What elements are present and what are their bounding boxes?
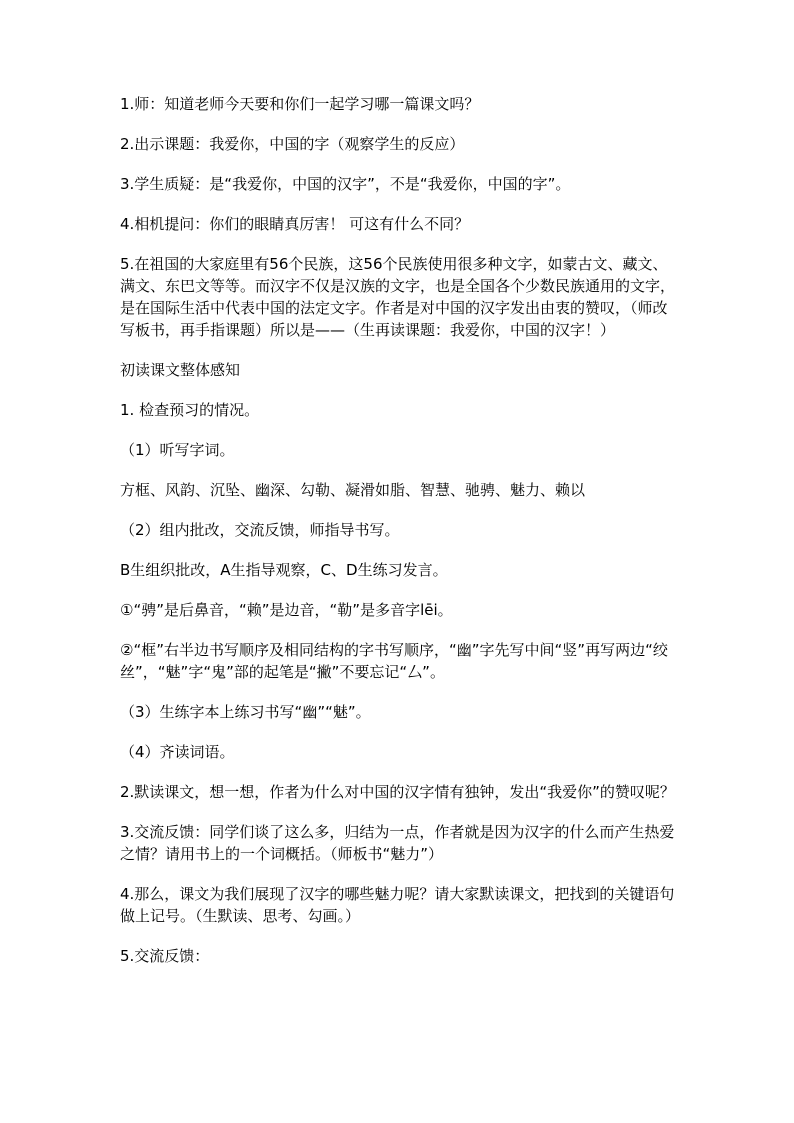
paragraph-5: 5.在祖国的大家庭里有56个民族，这56个民族使用很多种文字，如蒙古文、藏文、满文、东巴文等等。而汉字不仅是汉族的文字，也是全国各个少数民族通用的文字，是在国际生活中代表中国的法定文字。作者是对中国的汉字发出由衷的赞叹，（师改写板书，再手指课题）所以是——（生再读课题：我爱你，中国的汉字！） xyxy=(120,255,676,339)
paragraph-roles: B生组织批改，A生指导观察，C、D生练习发言。 xyxy=(120,561,448,579)
paragraph-dictation: （1）听写字词。 xyxy=(120,441,235,459)
paragraph-stroke-order: ②“框”右半边书写顺序及相同结构的字书写顺序，“幽”字先写中间“竖”再写两边“绞丝”，“魅”字“鬼”部的起笔是“撇”不要忘记“厶”。 xyxy=(120,641,668,681)
paragraph-check-preview: 1. 检查预习的情况。 xyxy=(120,401,260,419)
paragraph-group-correction: （2）组内批改，交流反馈，师指导书写。 xyxy=(120,521,400,539)
paragraph-4: 4.相机提问：你们的眼睛真厉害！ 可这有什么不同？ xyxy=(120,215,470,233)
paragraph-3: 3.学生质疑：是“我爱你，中国的汉字”，不是“我爱你，中国的字”。 xyxy=(120,175,571,193)
paragraph-key-sentences: 4.那么，课文为我们展现了汉字的哪些魅力呢？请大家默读课文，把找到的关键语句做上记号。（生默读、思考、勾画。） xyxy=(120,885,675,925)
paragraph-word-list: 方框、风韵、沉坠、幽深、勾勒、凝滑如脂、智慧、驰骋、魅力、赖以 xyxy=(120,481,586,499)
paragraph-feedback: 5.交流反馈： xyxy=(120,947,210,965)
paragraph-2: 2.出示课题：我爱你，中国的字（观察学生的反应） xyxy=(120,135,465,153)
paragraph-pronunciation: ①“骋”是后鼻音，“赖”是边音，“勒”是多音字lēi。 xyxy=(120,601,453,619)
paragraph-feedback-charm: 3.交流反馈：同学们谈了这么多，归结为一点，作者就是因为汉字的什么而产生热爱之情？请用书上的一个词概括。（师板书“魅力”） xyxy=(120,823,675,863)
section-heading: 初读课文整体感知 xyxy=(120,361,241,379)
paragraph-practice-writing: （3）生练字本上练习书写“幽”“魅”。 xyxy=(120,703,371,721)
document-body xyxy=(120,93,680,967)
paragraph-silent-reading: 2.默读课文，想一想，作者为什么对中国的汉字情有独钟，发出“我爱你”的赞叹呢？ xyxy=(120,783,675,801)
paragraph-1: 1.师：知道老师今天要和你们一起学习哪一篇课文吗？ xyxy=(120,95,480,113)
paragraph-read-aloud: （4）齐读词语。 xyxy=(120,743,235,761)
